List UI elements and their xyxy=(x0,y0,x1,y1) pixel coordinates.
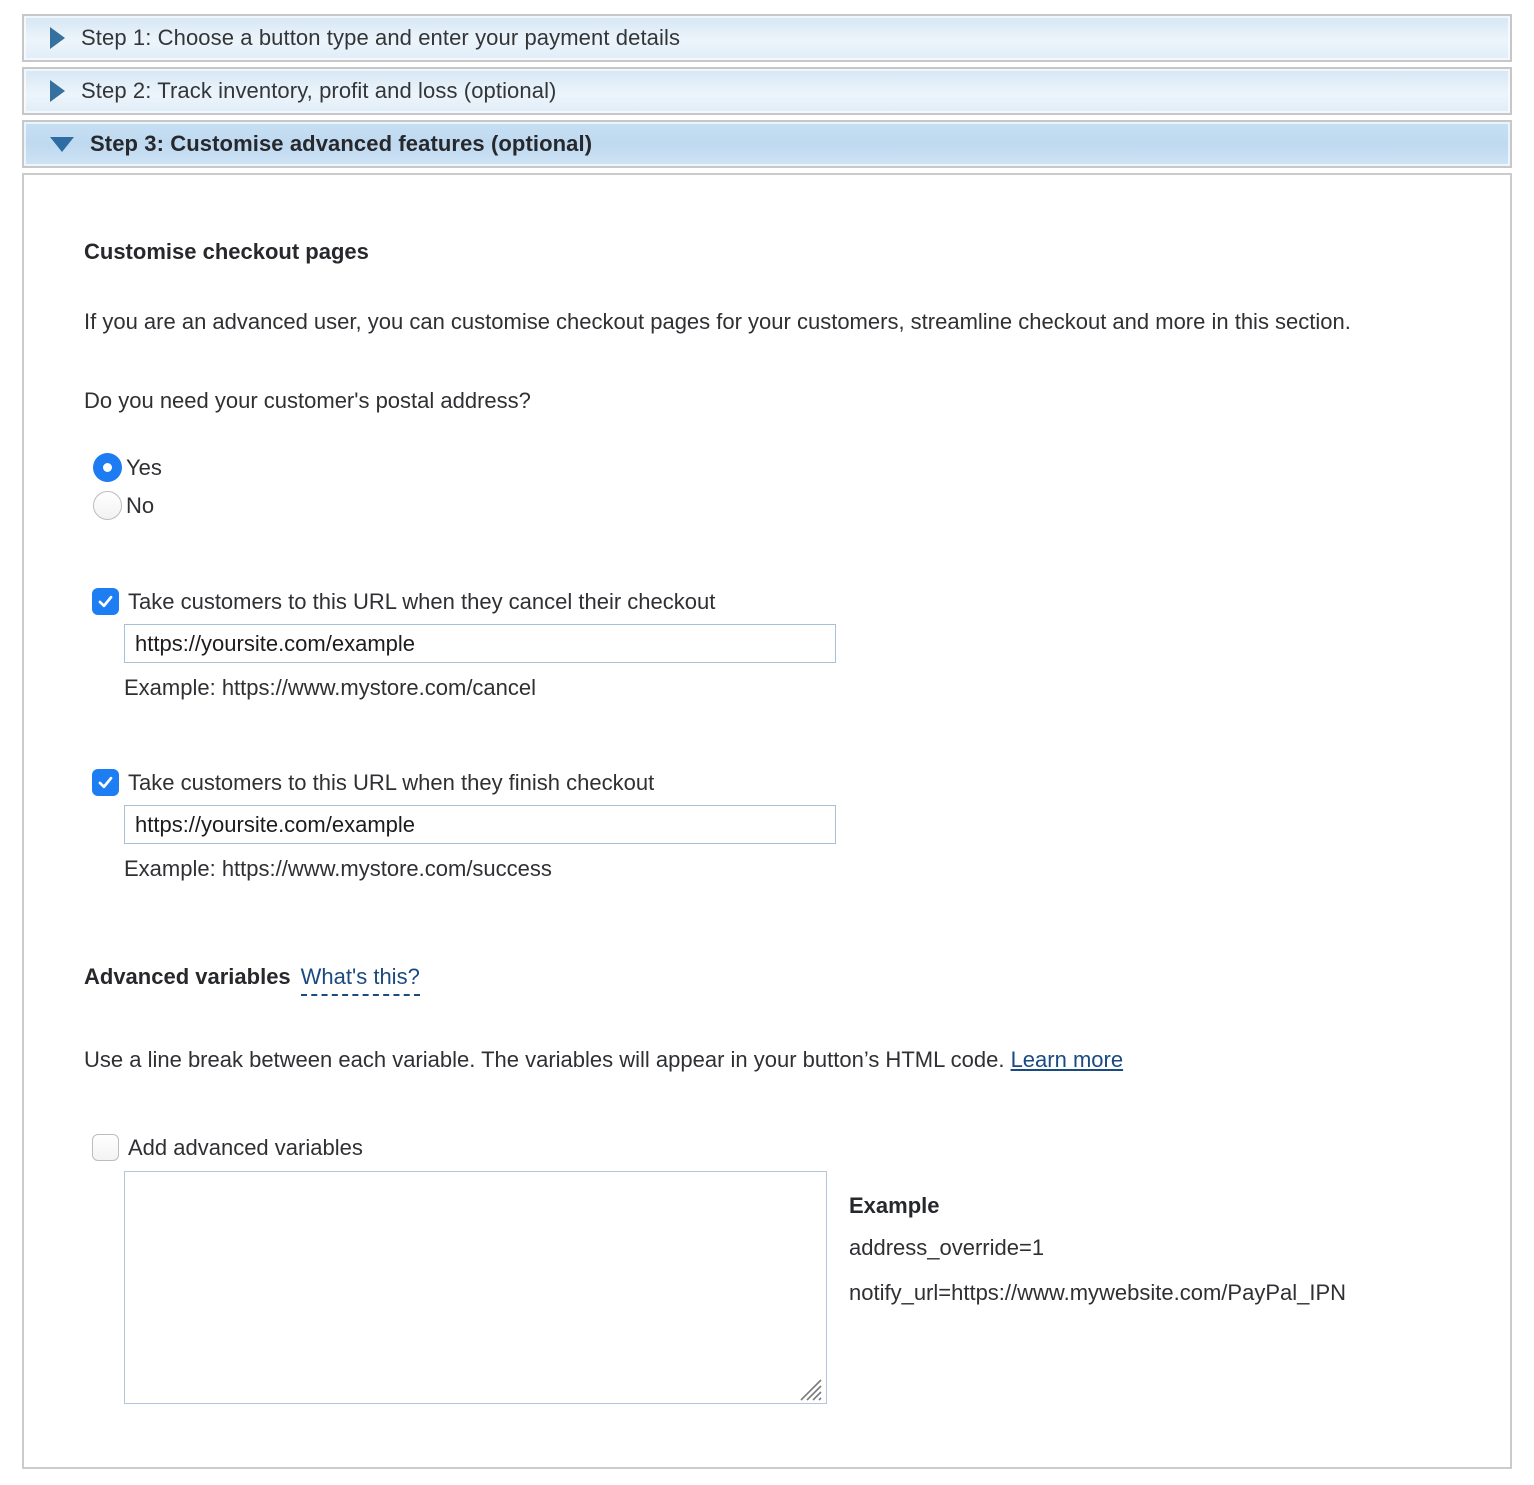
advanced-variables-input-row xyxy=(84,1171,1450,1409)
example-variable-line: address_override=1 xyxy=(849,1235,1045,1260)
finish-url-example-text: Example: https://www.mystore.com/success xyxy=(124,856,552,881)
learn-more-link[interactable]: Learn more xyxy=(1010,1047,1124,1072)
checkout-section-heading: Customise checkout pages xyxy=(84,239,369,264)
finish-url-checkbox-label: Take customers to this URL when they finish checkout xyxy=(128,769,655,795)
cancel-url-field-group xyxy=(124,615,1450,701)
advanced-variables-heading: Advanced variables xyxy=(84,964,291,989)
checkmark-icon xyxy=(96,773,115,792)
step-3-content-panel xyxy=(22,173,1512,1469)
step-1-label: Step 1: Choose a button type and enter your payment details xyxy=(81,25,681,50)
checkout-section-description: If you are an advanced user, you can customise checkout pages for your customers, streamline checkout and more in this section. xyxy=(84,309,1351,334)
example-heading: Example xyxy=(849,1193,940,1218)
accordion-step-3-header[interactable] xyxy=(22,120,1512,168)
postal-yes-radio[interactable] xyxy=(93,453,122,482)
advanced-variables-example-block xyxy=(849,1171,1346,1309)
add-advanced-variables-label: Add advanced variables xyxy=(128,1134,363,1160)
step-2-label: Step 2: Track inventory, profit and loss (optional) xyxy=(81,78,557,103)
postal-no-label: No xyxy=(126,492,155,518)
cancel-url-checkbox[interactable] xyxy=(92,588,119,615)
expanded-arrow-icon xyxy=(50,137,74,152)
postal-no-radio[interactable] xyxy=(93,491,122,520)
instructions-text: Use a line break between each variable. The variables will appear in your button’s HTML code. xyxy=(84,1047,1005,1072)
cancel-url-checkbox-row xyxy=(92,588,1450,615)
advanced-variables-textarea[interactable] xyxy=(124,1171,827,1404)
collapsed-arrow-icon xyxy=(50,80,65,102)
cancel-url-input[interactable] xyxy=(124,624,836,663)
add-advanced-variables-checkbox[interactable] xyxy=(92,1134,119,1161)
finish-url-input[interactable] xyxy=(124,805,836,844)
finish-url-field-group xyxy=(124,796,1450,882)
postal-yes-label: Yes xyxy=(126,454,162,480)
advanced-variables-heading-row xyxy=(84,964,1450,996)
cancel-url-example-text: Example: https://www.mystore.com/cancel xyxy=(124,675,537,700)
postal-address-question: Do you need your customer's postal address? xyxy=(84,388,531,413)
finish-url-checkbox[interactable] xyxy=(92,769,119,796)
accordion-step-2-header[interactable] xyxy=(22,67,1512,115)
finish-url-checkbox-row xyxy=(92,769,1450,796)
checkmark-icon xyxy=(96,592,115,611)
advanced-variables-instructions xyxy=(84,1042,1450,1078)
add-advanced-variables-row xyxy=(92,1134,1450,1161)
postal-no-option xyxy=(93,491,1450,520)
whats-this-link[interactable]: What's this? xyxy=(301,964,420,996)
accordion-step-1-header[interactable] xyxy=(22,14,1512,62)
example-variable-line: notify_url=https://www.mywebsite.com/PayPal_IPN xyxy=(849,1280,1347,1305)
cancel-url-checkbox-label: Take customers to this URL when they cancel their checkout xyxy=(128,588,716,614)
postal-yes-option xyxy=(93,453,1450,482)
step-3-label: Step 3: Customise advanced features (optional) xyxy=(90,131,593,156)
advanced-variables-textarea-wrap xyxy=(124,1171,827,1409)
collapsed-arrow-icon xyxy=(50,27,65,49)
